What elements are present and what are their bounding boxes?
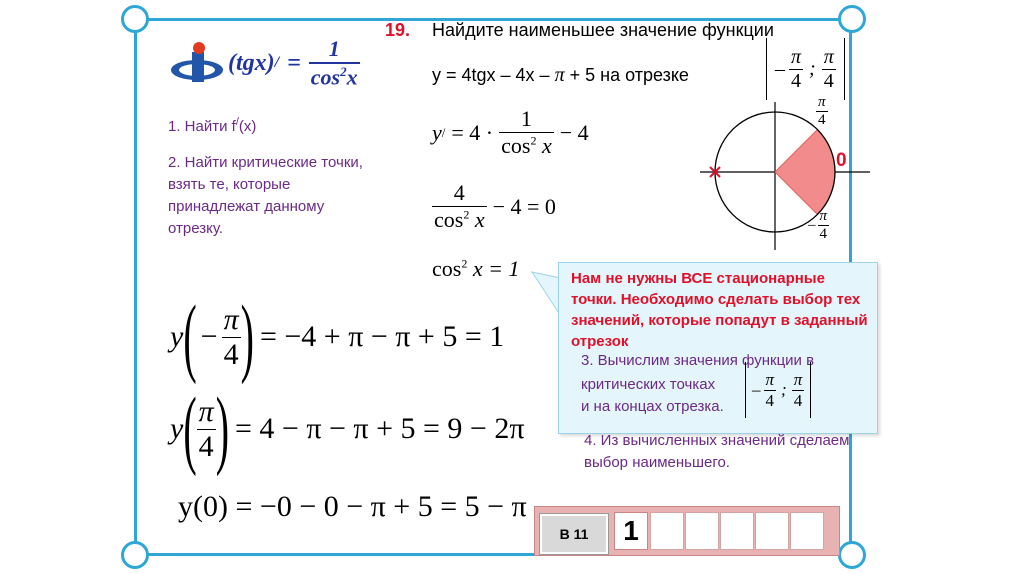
eq3-cos: cos [432, 256, 462, 281]
step3-interval-right-den: 4 [793, 390, 803, 410]
eq2-den-sq: 2 [463, 207, 470, 222]
result-1-num: π [223, 302, 239, 336]
answer-cell-3[interactable] [685, 512, 719, 550]
deriv-den-sq: 2 [530, 133, 537, 148]
deriv-den-cos: cos [501, 133, 531, 158]
step3-interval-right [792, 370, 805, 411]
result-1-den: 4 [223, 337, 239, 371]
answer-cell-4[interactable] [720, 512, 754, 550]
formula-fraction [309, 36, 360, 90]
step3-interval-left-den: 4 [765, 390, 775, 410]
frame-corner-bottom-left [121, 541, 149, 569]
result-1 [170, 286, 505, 386]
deriv-y: y [432, 119, 442, 145]
problem-line2 [432, 64, 689, 87]
result-2-den: 4 [198, 429, 214, 463]
deriv-den-x: x [541, 133, 552, 158]
circle-bottom-frac [818, 208, 830, 243]
step-3-line1: 3. Вычислим значения функции в [581, 352, 815, 369]
circle-top-den: 4 [818, 112, 826, 128]
circle-bottom-den: 4 [819, 226, 827, 242]
problem-interval [766, 38, 845, 100]
interval-sep: ; [809, 57, 816, 80]
step3-interval-sep: ; [781, 380, 787, 399]
formula-den-sup: 2 [340, 64, 347, 79]
formula-den [309, 62, 360, 90]
frame-corner-top-right [838, 5, 866, 33]
result-1-rparen: ) [240, 286, 254, 386]
result-1-neg: − [200, 320, 218, 353]
step3-interval-left [764, 370, 777, 411]
deriv-mid: = 4 · [451, 119, 494, 145]
step-1 [168, 116, 256, 135]
circle-top-label [816, 94, 828, 129]
circle-top-num: π [818, 94, 826, 110]
circle-zero-label: 0 [836, 150, 847, 171]
eq2-den-x: x [474, 207, 485, 232]
deriv-prime: / [441, 124, 446, 140]
answer-value: 1 [623, 515, 639, 546]
interval-right-num: π [823, 45, 834, 68]
result-1-frac [222, 303, 241, 372]
eq2-den-cos: cos [434, 207, 464, 232]
step-4: 4. Из вычисленных значений сделаем выбор наименьшего. [584, 432, 850, 471]
derivative-formula [228, 36, 360, 90]
derivative-eq [432, 106, 589, 159]
answer-cell-2[interactable] [650, 512, 684, 550]
step-3-interval [745, 362, 811, 418]
step-2: 2. Найти критические точки, взять те, которые принадлежат данному отрезку. [168, 154, 363, 237]
interval-minus: – [775, 57, 785, 80]
eq2-frac [432, 180, 487, 233]
frame-corner-top-left [121, 5, 149, 33]
answer-label-box [540, 514, 608, 554]
answer-cell-6[interactable] [790, 512, 824, 550]
eq3-sq: 2 [461, 256, 468, 271]
deriv-tail: − 4 [559, 119, 589, 145]
step-3-line2: критических точках [581, 376, 716, 393]
result-2-rparen: ) [215, 378, 230, 478]
circle-bottom-label [808, 208, 829, 243]
problem-line1: Найдите наименьшее значение функции [432, 20, 774, 40]
step3-interval-right-num: π [793, 369, 803, 389]
formula-den-cos: cos [310, 64, 341, 90]
problem-pi: π [554, 64, 565, 86]
answer-empty-cells [650, 512, 825, 550]
result-2 [170, 378, 525, 478]
result-1-tail: = −4 + π − π + 5 = 1 [259, 320, 505, 353]
result-2-y: y [170, 412, 184, 445]
step-1-end: (x) [238, 118, 257, 135]
interval-right-den: 4 [823, 69, 834, 92]
result-2-tail: = 4 − π − π + 5 = 9 − 2π [235, 412, 525, 445]
deriv-num: 1 [520, 106, 532, 131]
step-1-prime: / [235, 116, 239, 128]
interval-left-frac [789, 46, 803, 93]
interval-right-frac [822, 46, 836, 93]
frame-corner-bottom-right [838, 541, 866, 569]
result-3: y(0) = −0 − 0 − π + 5 = 5 − π [178, 490, 527, 523]
eq3-tail: x = 1 [472, 256, 520, 281]
eq2-den [432, 206, 487, 233]
logo-icon [168, 40, 226, 84]
interval-left-den: 4 [791, 69, 802, 92]
result-1-y: y [170, 320, 184, 353]
problem-line2-start: y = 4tgx – 4x – [432, 65, 550, 85]
interval-left-num: π [791, 45, 802, 68]
step3-interval-minus: – [752, 380, 761, 399]
result-1-lparen: ( [183, 286, 197, 386]
step-3-line3: и на концах отрезка. [581, 398, 724, 415]
circle-bottom-num: π [819, 208, 828, 224]
step-1-text: 1. Найти f [168, 118, 236, 135]
result-2-frac [197, 395, 216, 464]
eq2-tail: − 4 = 0 [492, 193, 556, 219]
formula-lhs: (tgx) [228, 49, 275, 76]
formula-num: 1 [328, 36, 340, 61]
callout-text: Нам не нужны ВСЕ стационарные точки. Необходимо сделать выбор тех значений, которые попадут в заданный отрезок [571, 270, 868, 350]
formula-prime: / [274, 54, 280, 72]
step3-interval-left-num: π [765, 369, 775, 389]
equation-3 [432, 256, 519, 282]
formula-den-var: x [346, 64, 358, 90]
formula-eq: = [287, 49, 301, 76]
result-2-lparen: ( [183, 378, 197, 478]
unit-circle-diagram [700, 92, 880, 252]
circle-bottom-sign: – [808, 217, 816, 233]
answer-value-cell[interactable] [614, 512, 648, 550]
answer-cell-5[interactable] [755, 512, 789, 550]
result-2-num: π [198, 394, 214, 428]
deriv-frac [499, 106, 554, 159]
problem-number: 19. [385, 20, 411, 40]
eq2-num: 4 [453, 180, 465, 205]
deriv-den [499, 132, 554, 159]
answer-label: В 11 [559, 526, 589, 542]
problem-line2-rest: + 5 на отрезке [569, 65, 689, 85]
equation-2 [432, 180, 556, 233]
